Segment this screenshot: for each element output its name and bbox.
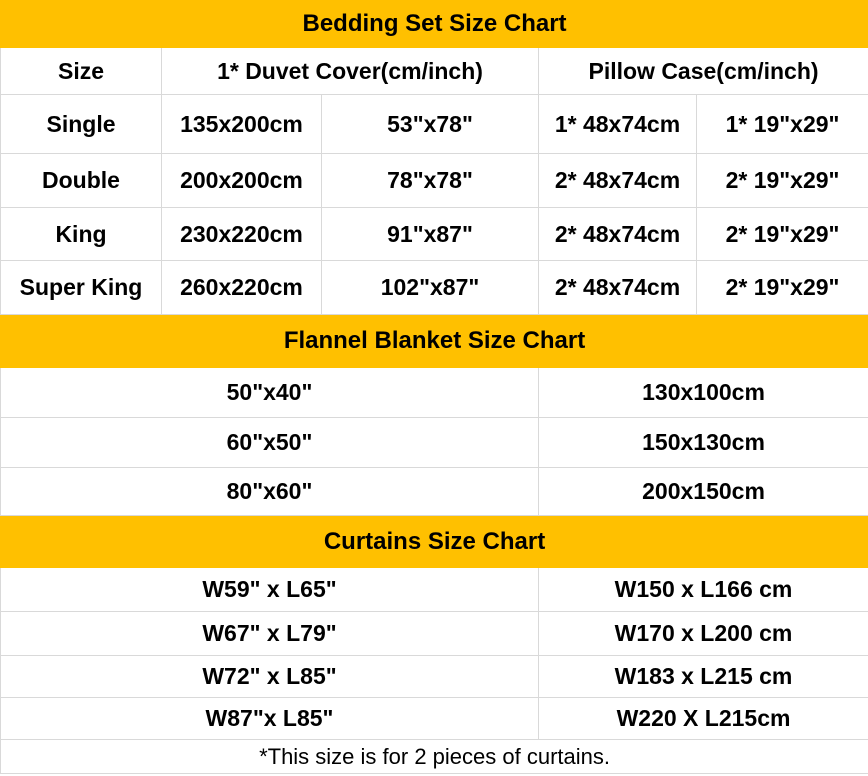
curtain-cm: W150 x L166 cm <box>539 568 868 612</box>
flannel-inch: 80"x60" <box>1 468 539 516</box>
pillow-case-header: Pillow Case(cm/inch) <box>539 48 868 95</box>
pillow-cm: 2* 48x74cm <box>539 154 697 208</box>
table-row <box>1 154 868 208</box>
flannel-cm: 200x150cm <box>539 468 868 516</box>
pillow-cm: 2* 48x74cm <box>539 208 697 261</box>
duvet-cm: 200x200cm <box>162 154 322 208</box>
curtain-inch: W87"x L85" <box>1 698 539 740</box>
curtain-cm: W183 x L215 cm <box>539 656 868 698</box>
pillow-cm: 2* 48x74cm <box>539 261 697 315</box>
table-row <box>1 208 868 261</box>
duvet-inch: 53"x78" <box>322 95 539 154</box>
pillow-inch: 1* 19"x29" <box>697 95 868 154</box>
table-row <box>1 568 868 612</box>
table-row <box>1 468 868 516</box>
flannel-inch: 50"x40" <box>1 368 539 418</box>
duvet-inch: 102"x87" <box>322 261 539 315</box>
table-row <box>1 368 868 418</box>
bedding-chart-title: Bedding Set Size Chart <box>1 1 868 48</box>
duvet-cm: 230x220cm <box>162 208 322 261</box>
curtain-cm: W170 x L200 cm <box>539 612 868 656</box>
curtain-inch: W72" x L85" <box>1 656 539 698</box>
table-row <box>1 612 868 656</box>
curtains-note: *This size is for 2 pieces of curtains. <box>1 740 868 774</box>
pillow-inch: 2* 19"x29" <box>697 208 868 261</box>
table-row <box>1 95 868 154</box>
curtains-chart-title: Curtains Size Chart <box>1 516 868 568</box>
curtain-inch: W67" x L79" <box>1 612 539 656</box>
flannel-inch: 60"x50" <box>1 418 539 468</box>
duvet-cm: 260x220cm <box>162 261 322 315</box>
flannel-chart-title: Flannel Blanket Size Chart <box>1 315 868 368</box>
size-name: Single <box>1 95 162 154</box>
size-name: Double <box>1 154 162 208</box>
pillow-cm: 1* 48x74cm <box>539 95 697 154</box>
table-row <box>1 418 868 468</box>
duvet-cover-header: 1* Duvet Cover(cm/inch) <box>162 48 539 95</box>
pillow-inch: 2* 19"x29" <box>697 261 868 315</box>
size-name: King <box>1 208 162 261</box>
flannel-cm: 130x100cm <box>539 368 868 418</box>
size-header: Size <box>1 48 162 95</box>
curtain-inch: W59" x L65" <box>1 568 539 612</box>
duvet-inch: 91"x87" <box>322 208 539 261</box>
table-row <box>1 656 868 698</box>
flannel-cm: 150x130cm <box>539 418 868 468</box>
duvet-inch: 78"x78" <box>322 154 539 208</box>
table-row <box>1 698 868 740</box>
size-name: Super King <box>1 261 162 315</box>
duvet-cm: 135x200cm <box>162 95 322 154</box>
pillow-inch: 2* 19"x29" <box>697 154 868 208</box>
table-row <box>1 261 868 315</box>
curtain-cm: W220 X L215cm <box>539 698 868 740</box>
